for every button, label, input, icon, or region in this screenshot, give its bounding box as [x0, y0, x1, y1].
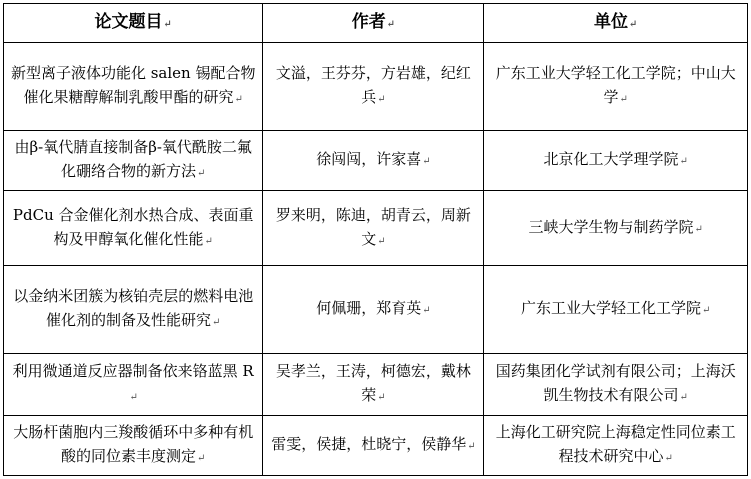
- cell-title: 利用微通道反应器制备依来铬蓝黑 R↵: [4, 354, 263, 416]
- cell-authors: 徐闯闯，许家喜↵: [263, 131, 484, 191]
- cell-title: 大肠杆菌胞内三羧酸循环中多种有机酸的同位素丰度测定↵: [4, 416, 263, 476]
- cell-authors: 罗来明，陈迪，胡青云，周新文↵: [263, 191, 484, 266]
- cell-unit: 广东工业大学轻工化工学院；中山大学↵: [484, 43, 748, 131]
- table-row: [4, 131, 748, 191]
- table-row: [4, 191, 748, 266]
- table-row: [4, 416, 748, 476]
- cell-authors: 雷雯，侯捷，杜晓宁，侯静华↵: [263, 416, 484, 476]
- header-row: [4, 4, 748, 43]
- table-row: [4, 266, 748, 354]
- cell-title: 以金纳米团簇为核铂壳层的燃料电池催化剂的制备及性能研究↵: [4, 266, 263, 354]
- table-row: [4, 354, 748, 416]
- paper-table: [3, 3, 748, 476]
- cell-unit: 三峡大学生物与制药学院↵: [484, 191, 748, 266]
- cell-authors: 吴孝兰，王涛，柯德宏，戴林荣↵: [263, 354, 484, 416]
- cell-authors: 文溢，王芬芬，方岩雄，纪红兵↵: [263, 43, 484, 131]
- cell-unit: 广东工业大学轻工化工学院↵: [484, 266, 748, 354]
- header-authors: 作者↵: [263, 4, 484, 43]
- header-unit: 单位↵: [484, 4, 748, 43]
- header-title: 论文题目↵: [4, 4, 263, 43]
- cell-unit: 北京化工大学理学院↵: [484, 131, 748, 191]
- table-row: [4, 43, 748, 131]
- cell-authors: 何佩珊，郑育英↵: [263, 266, 484, 354]
- cell-title: PdCu 合金催化剂水热合成、表面重构及甲醇氧化催化性能↵: [4, 191, 263, 266]
- cell-unit: 国药集团化学试剂有限公司；上海沃凯生物技术有限公司↵: [484, 354, 748, 416]
- cell-unit: 上海化工研究院上海稳定性同位素工程技术研究中心↵: [484, 416, 748, 476]
- cell-title: 由β-氧代腈直接制备β-氧代酰胺二氟化硼络合物的新方法↵: [4, 131, 263, 191]
- cell-title: 新型离子液体功能化 salen 锡配合物催化果糖醇解制乳酸甲酯的研究↵: [4, 43, 263, 131]
